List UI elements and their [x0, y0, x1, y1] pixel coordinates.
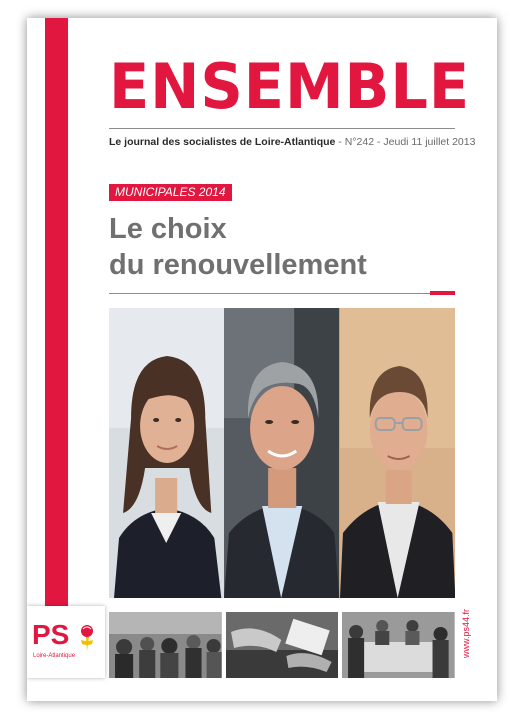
tagline: Le journal des socialistes de Loire-Atlantique: [109, 136, 336, 148]
tagline-separator: -: [335, 136, 345, 148]
meeting-photo: [109, 612, 222, 678]
ps-logo-text: PS: [32, 619, 70, 650]
masthead-rule: [109, 128, 455, 129]
portrait-photo-man-center: [224, 308, 339, 598]
tagline-line: [109, 135, 476, 149]
red-side-band: [45, 18, 68, 616]
portrait-photo-man-glasses: [340, 308, 455, 598]
table-discussion-photo: [342, 612, 455, 678]
website-link[interactable]: www.ps44.fr: [461, 608, 471, 658]
magazine-cover: [27, 18, 497, 701]
headline-line-1: Le choix: [109, 213, 227, 245]
photo-strip: [109, 612, 455, 678]
ballot-photo: [226, 612, 339, 678]
portrait-photos: [109, 308, 455, 598]
headline-accent-bar: [430, 291, 455, 295]
portrait-photo-woman: [109, 308, 224, 598]
masthead-title: ENSEMBLE: [109, 50, 471, 123]
issue-number: N°242: [344, 136, 375, 148]
section-kicker: MUNICIPALES 2014: [109, 184, 232, 201]
tagline-separator: -: [374, 136, 384, 148]
rose-icon: [77, 624, 97, 652]
headline-rule: [109, 293, 455, 294]
headline: [109, 211, 455, 283]
issue-date: Jeudi 11 juillet 2013: [383, 136, 476, 148]
ps-logo-subtitle: Loire-Atlantique: [33, 653, 76, 659]
headline-line-2: du renouvellement: [109, 249, 367, 281]
ps-logo: [27, 606, 105, 678]
